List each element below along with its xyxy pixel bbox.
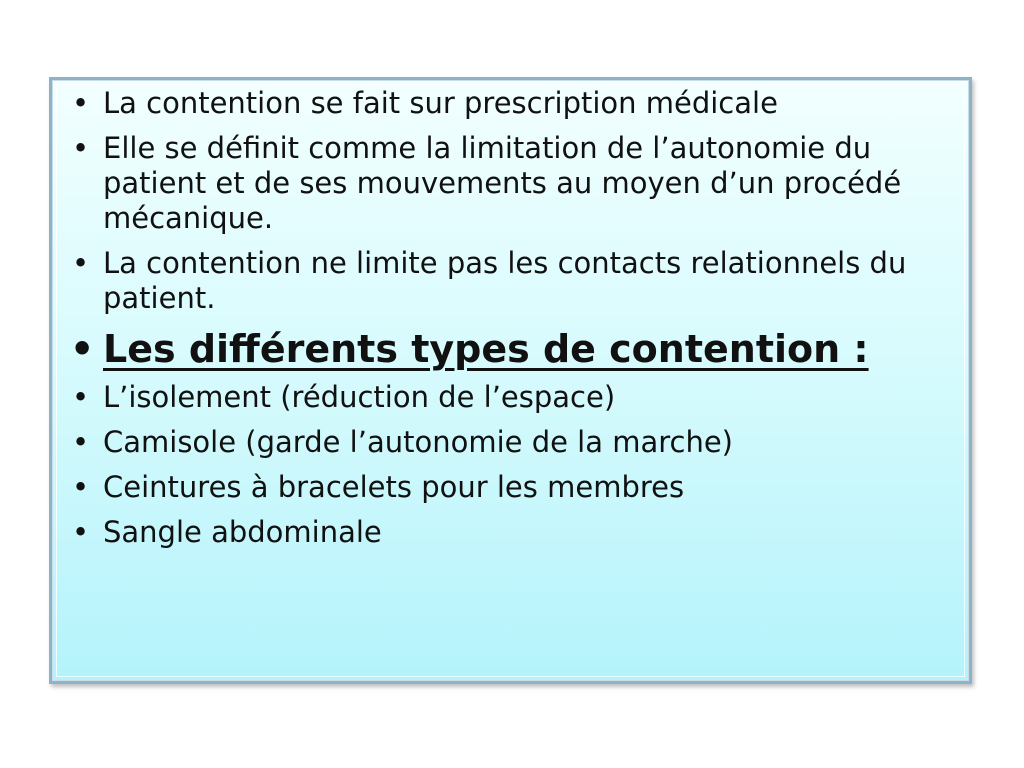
bullet-text: Sangle abdominale [103, 515, 382, 549]
bullet-icon: • [72, 515, 90, 549]
bullet-item-definition [52, 131, 969, 236]
section-heading: Les différents types de contention : [103, 327, 869, 371]
bullet-icon: • [72, 425, 90, 459]
bullet-item-sangle [52, 515, 969, 550]
bullet-icon: • [70, 327, 95, 371]
bullet-text: La contention se fait sur prescription médicale [103, 86, 778, 120]
bullet-icon: • [72, 86, 90, 120]
bullet-text: Elle se définit comme la limitation de l’autonomie du patient et de ses mouvements au moyen d’un procédé mécanique. [103, 131, 902, 235]
bullet-icon: • [72, 246, 90, 280]
bullet-item-isolement [52, 380, 969, 415]
bullet-text: Camisole (garde l’autonomie de la marche) [103, 425, 733, 459]
content-box [49, 77, 972, 684]
bullet-icon: • [72, 131, 90, 165]
bullet-item-heading-types [52, 326, 969, 372]
bullet-text: La contention ne limite pas les contacts relationnels du patient. [103, 246, 907, 315]
bullet-text: Ceintures à bracelets pour les membres [103, 470, 685, 504]
bullet-item-camisole [52, 425, 969, 460]
bullet-icon: • [72, 470, 90, 504]
bullet-item-ceintures [52, 470, 969, 505]
bullet-item-prescription [52, 86, 969, 121]
bullet-item-contacts [52, 246, 969, 316]
bullet-list [52, 86, 969, 560]
bullet-icon: • [72, 380, 90, 414]
bullet-text: L’isolement (réduction de l’espace) [103, 380, 616, 414]
